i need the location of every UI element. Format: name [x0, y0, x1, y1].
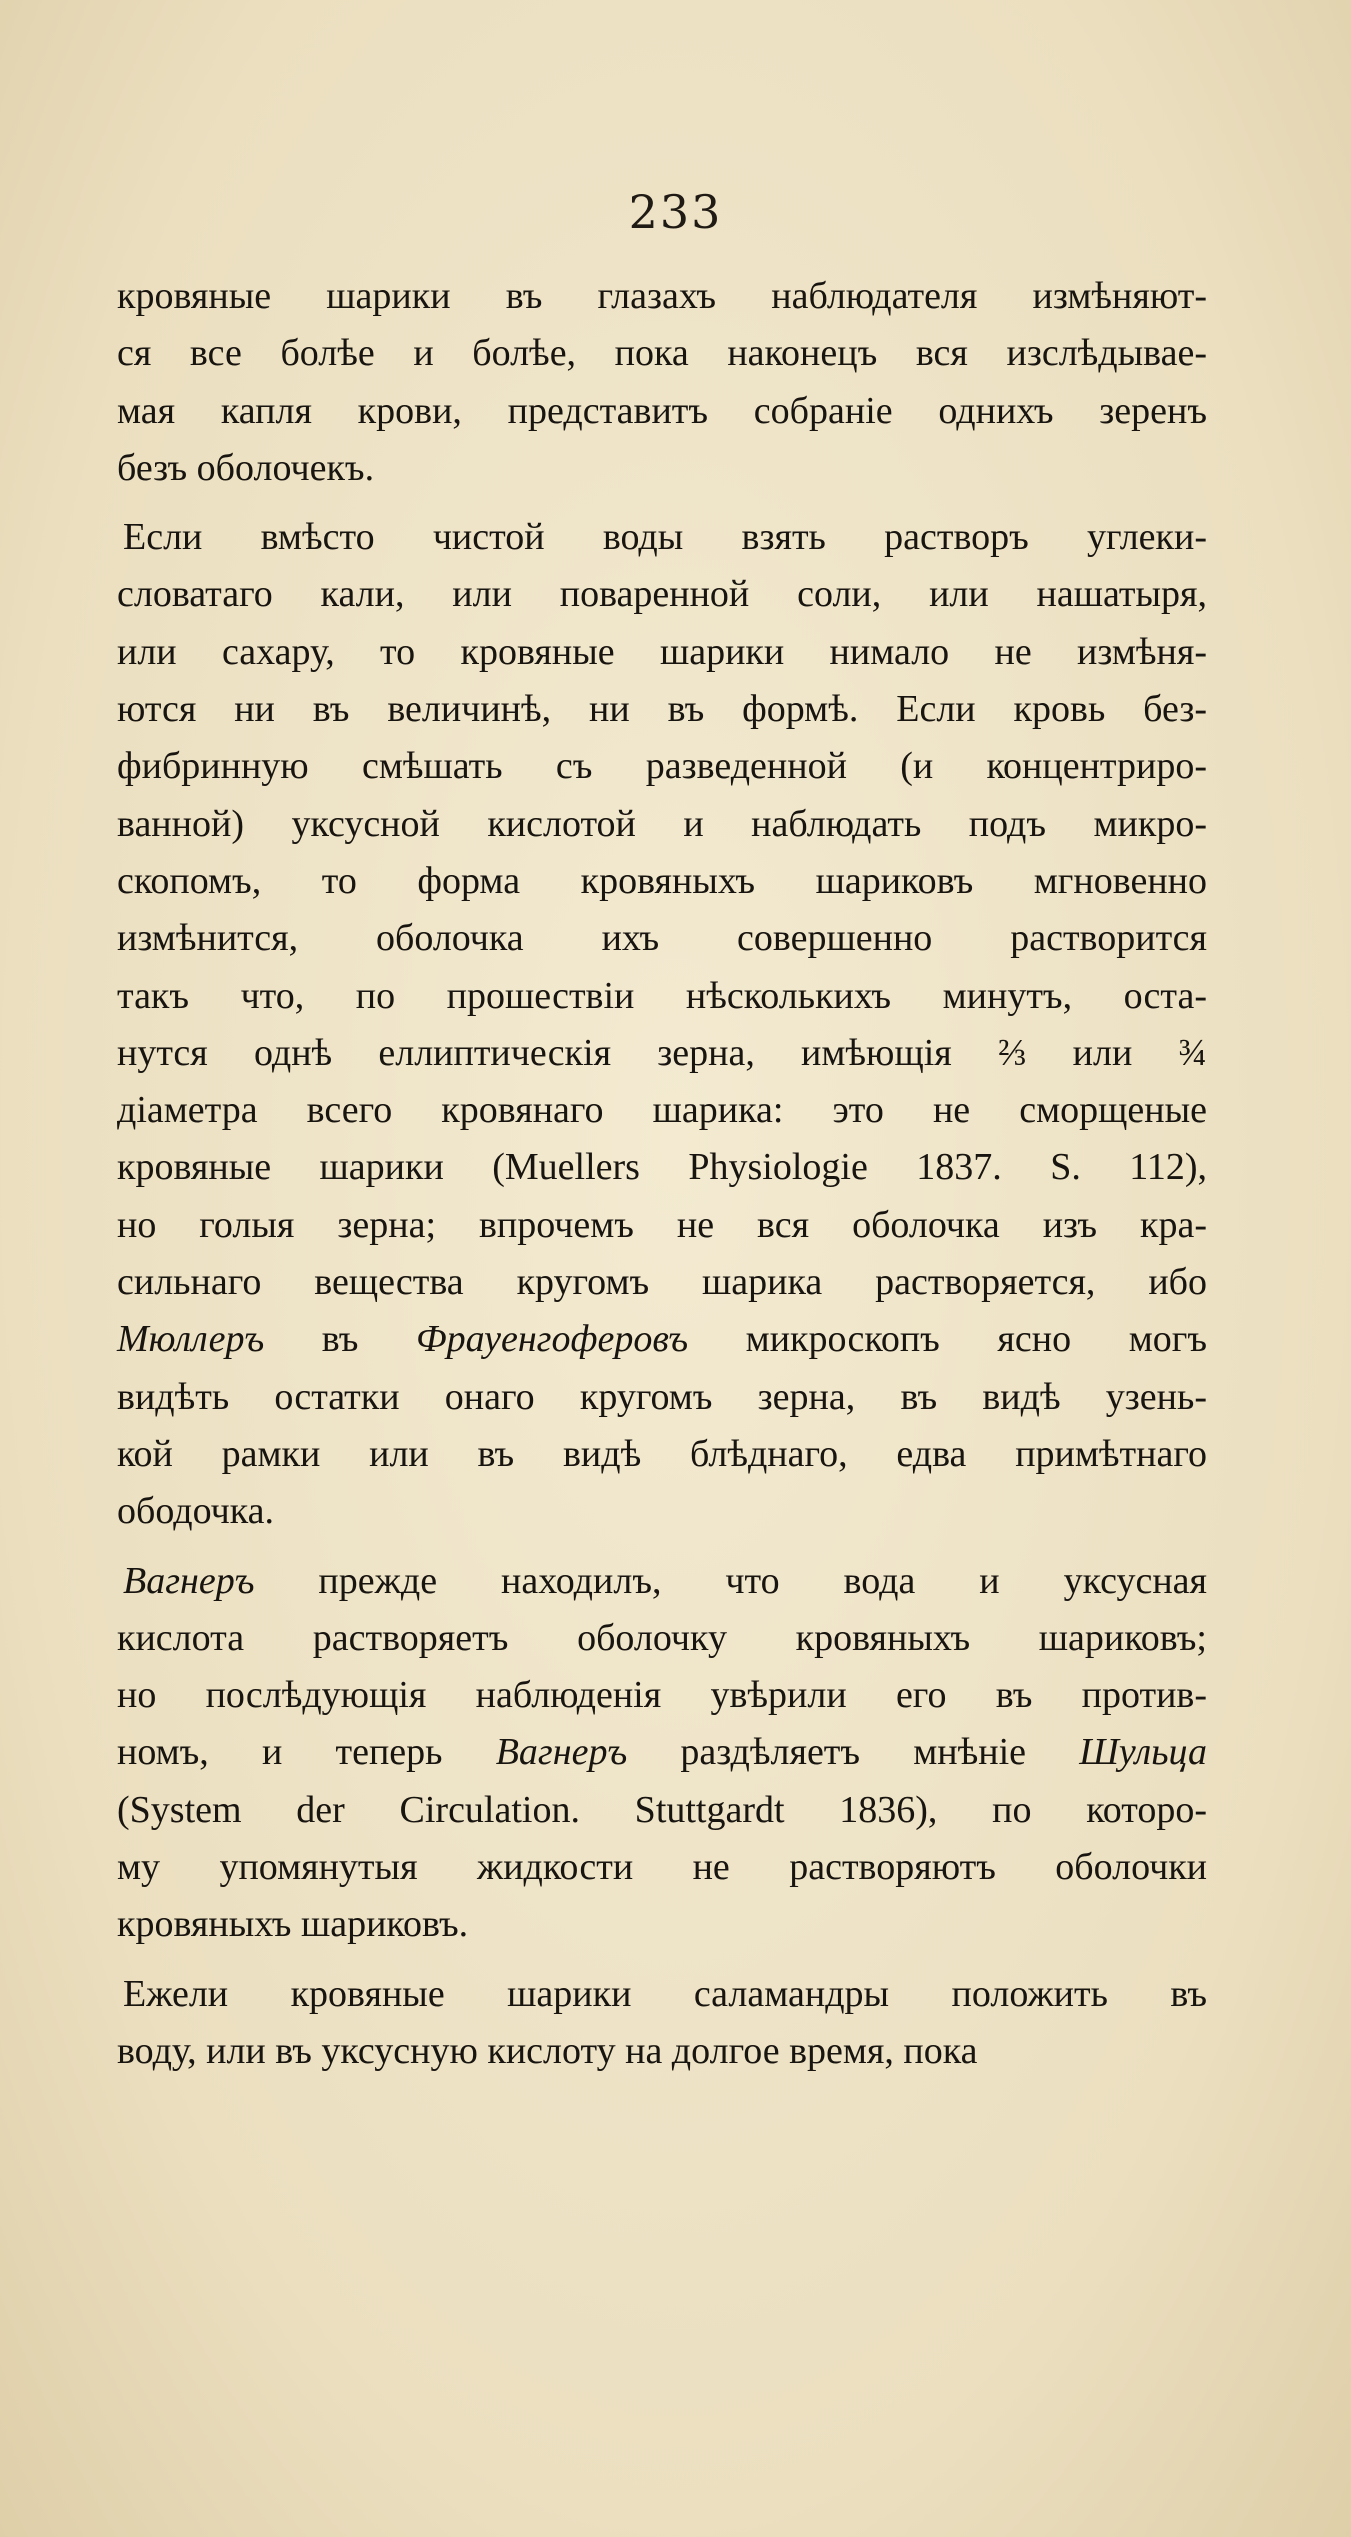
text-run: ванной) уксусной кислотой и наблюдать подъ микро- — [117, 802, 1207, 845]
text-run: микроскопъ ясно могъ — [688, 1318, 1207, 1361]
text-line — [117, 1782, 1207, 1839]
text-run: безъ оболочекъ. — [117, 446, 375, 489]
text-run: номъ, и теперь — [117, 1731, 496, 1774]
text-line — [117, 325, 1207, 382]
text-run: видѣть остатки онаго кругомъ зерна, въ видѣ узень- — [117, 1375, 1207, 1418]
text-line — [117, 910, 1207, 967]
text-run: воду, или въ уксусную кислоту на долгое время, пока — [117, 2029, 978, 2072]
italic-name: Вагнеръ — [495, 1731, 628, 1774]
text-run: скопомъ, то форма кровяныхъ шариковъ мгновенно — [117, 859, 1207, 902]
text-run: Если вмѣсто чистой воды взять растворъ углеки- — [123, 516, 1207, 559]
text-line — [117, 624, 1207, 681]
text-run: му упомянутыя жидкости не растворяютъ оболочки — [117, 1846, 1207, 1889]
paragraph-gap — [117, 1954, 1207, 1966]
text-run: но голыя зерна; впрочемъ не вся оболочка изъ кра- — [117, 1203, 1207, 1246]
text-line — [117, 1966, 1207, 2023]
text-line — [117, 440, 1207, 497]
italic-name: Фрауенгоферовъ — [416, 1318, 689, 1361]
text-line — [117, 1082, 1207, 1139]
text-run: кислота растворяетъ оболочку кровяныхъ шариковъ; — [117, 1616, 1207, 1659]
text-run: ободочка. — [117, 1490, 274, 1533]
text-line — [117, 738, 1207, 795]
text-line — [117, 1483, 1207, 1540]
text-line — [117, 1139, 1207, 1196]
text-line — [117, 566, 1207, 623]
text-run: въ — [264, 1318, 417, 1361]
text-line — [117, 1254, 1207, 1311]
text-run: или сахару, то кровяные шарики нимало не измѣня- — [117, 630, 1207, 673]
text-run: словатаго кали, или поваренной соли, или нашатыря, — [117, 573, 1207, 616]
text-line — [117, 1311, 1207, 1368]
text-run: Ежели кровяные шарики саламандры положить въ — [123, 1972, 1207, 2015]
text-run: (System der Circulation. Stuttgardt 1836), по которо- — [117, 1788, 1207, 1831]
italic-name: Мюллеръ — [117, 1318, 265, 1361]
text-run: нутся однѣ еллиптическія зерна, имѣющія ⅔ или ¾ — [117, 1031, 1207, 1074]
text-line — [117, 1610, 1207, 1667]
paragraph-gap — [117, 1541, 1207, 1553]
text-line — [117, 1667, 1207, 1724]
text-run: кровяныхъ шариковъ. — [117, 1903, 469, 1946]
text-line — [117, 1369, 1207, 1426]
text-run: прежде находилъ, что вода и уксусная — [254, 1559, 1207, 1602]
text-line — [117, 796, 1207, 853]
text-run: измѣнится, оболочка ихъ совершенно растворится — [117, 917, 1207, 960]
text-run: кой рамки или въ видѣ блѣднаго, едва примѣтнаго — [117, 1432, 1207, 1475]
text-line — [117, 2023, 1207, 2080]
text-line — [117, 1553, 1207, 1610]
page-number: 233 — [628, 185, 723, 239]
text-line — [117, 1426, 1207, 1483]
text-line — [117, 268, 1207, 325]
italic-name: Шульца — [1079, 1731, 1208, 1774]
text-line — [117, 968, 1207, 1025]
text-line — [117, 1025, 1207, 1082]
text-run: кровяные шарики въ глазахъ наблюдателя измѣняют- — [117, 275, 1207, 317]
italic-name: Вагнеръ — [123, 1559, 255, 1602]
text-line — [117, 1839, 1207, 1896]
text-run: діаметра всего кровянаго шарика: это не сморщеные — [117, 1089, 1207, 1132]
text-run: но послѣдующія наблюденія увѣрили его въ против- — [117, 1674, 1207, 1717]
text-run: фибринную смѣшать съ разведенной (и концентриро- — [117, 745, 1207, 788]
text-run: раздѣляетъ мнѣніе — [627, 1731, 1080, 1774]
text-line — [117, 1724, 1207, 1781]
text-run: сильнаго вещества кругомъ шарика растворяется, ибо — [117, 1261, 1207, 1304]
text-line — [117, 383, 1207, 440]
text-line — [117, 1896, 1207, 1953]
text-line — [117, 1197, 1207, 1254]
text-run: ются ни въ величинѣ, ни въ формѣ. Если кровь без- — [117, 688, 1207, 731]
text-line — [117, 681, 1207, 738]
text-run: мая капля крови, представитъ собраніе однихъ зеренъ — [117, 389, 1207, 432]
paragraph-gap — [117, 497, 1207, 509]
text-line — [117, 509, 1207, 566]
body-text — [117, 268, 1207, 2080]
text-run: ся все болѣе и болѣе, пока наконецъ вся изслѣдывае- — [117, 332, 1207, 375]
text-run: кровяные шарики (Muellers Physiologie 1837. S. 112), — [117, 1146, 1207, 1189]
text-line — [117, 853, 1207, 910]
text-run: такъ что, по прошествіи нѣсколькихъ минутъ, оста- — [117, 974, 1207, 1017]
